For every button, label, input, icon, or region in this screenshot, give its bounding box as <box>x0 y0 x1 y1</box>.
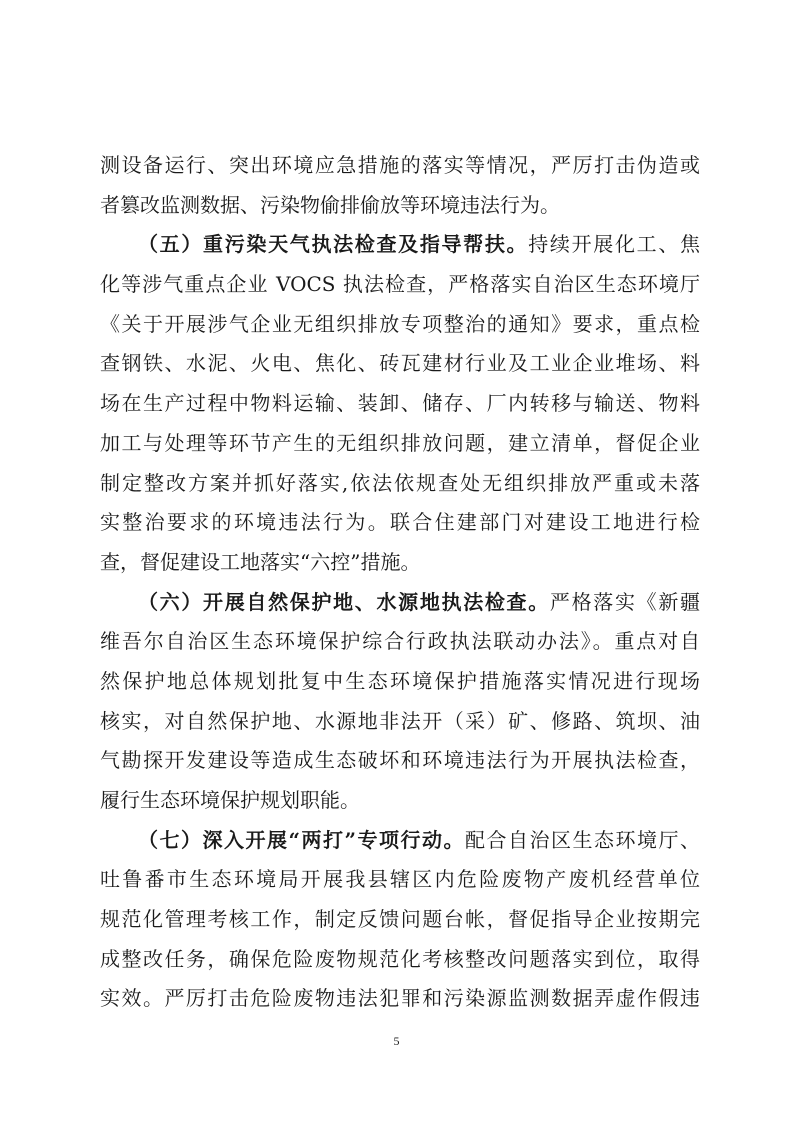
text-line: 然保护地总体规划批复中生态环境保护措施落实情况进行现场 <box>100 668 700 693</box>
text-line: 实整治要求的环境违法行为。联合住建部门对建设工地进行检 <box>100 510 700 535</box>
text-line <box>100 225 700 265</box>
paragraph-text: 严格落实《新疆 <box>549 589 701 614</box>
page-number: 5 <box>393 1034 400 1048</box>
paragraph <box>100 225 700 582</box>
document-body <box>100 146 700 1019</box>
text-line: 场在生产过程中物料运输、装卸、储存、厂内转移与输送、物料 <box>100 391 700 416</box>
text-line: 者篡改监测数据、污染物偷排偷放等环境违法行为。 <box>100 192 560 217</box>
text-line: 核实，对自然保护地、水源地非法开（采）矿、修路、筑坝、油 <box>100 708 700 733</box>
text-line: 查钢铁、水泥、火电、焦化、砖瓦建材行业及工业企业堆场、料 <box>100 351 700 376</box>
paragraph <box>100 583 700 821</box>
paragraph <box>100 821 700 1019</box>
section-heading: （七）深入开展“两打”专项行动。 <box>138 827 465 852</box>
text-line: 加工与处理等环节产生的无组织排放问题，建立清单，督促企业 <box>100 430 700 455</box>
text-line: 查，督促建设工地落实“六控”措施。 <box>100 549 421 574</box>
text-line: 规范化管理考核工作，制定反馈问题台帐，督促指导企业按期完 <box>100 907 700 932</box>
text-line: 气勘探开发建设等造成生态破坏和环境违法行为开展执法检查， <box>100 748 700 773</box>
paragraph-text: 配合自治区生态环境厅、 <box>465 827 700 852</box>
text-line <box>100 583 700 623</box>
text-line <box>100 821 700 861</box>
text-line: 维吾尔自治区生态环境保护综合行政执法联动办法》。重点对自 <box>100 629 700 654</box>
section-heading: （五）重污染天气执法检查及指导帮扶。 <box>138 232 529 257</box>
section-heading: （六）开展自然保护地、水源地执法检查。 <box>138 589 550 614</box>
text-line: 实效。严厉打击危险废物违法犯罪和污染源监测数据弄虚作假违 <box>100 986 700 1011</box>
text-line: 吐鲁番市生态环境局开展我县辖区内危险废物产废机经营单位 <box>100 867 700 892</box>
paragraph <box>100 146 700 225</box>
text-line: 成整改任务，确保危险废物规范化考核整改问题落实到位，取得 <box>100 946 700 971</box>
text-line: 《关于开展涉气企业无组织排放专项整治的通知》要求，重点检 <box>100 311 700 336</box>
text-line: 化等涉气重点企业 VOCS 执法检查，严格落实自治区生态环境厅 <box>100 272 700 297</box>
text-line: 制定整改方案并抓好落实,依法依规查处无组织排放严重或未落 <box>100 470 700 495</box>
text-line: 履行生态环境保护规划职能。 <box>100 788 360 812</box>
paragraph-text: 持续开展化工、焦 <box>528 232 701 257</box>
text-line: 测设备运行、突出环境应急措施的落实等情况，严厉打击伪造或 <box>100 153 700 177</box>
